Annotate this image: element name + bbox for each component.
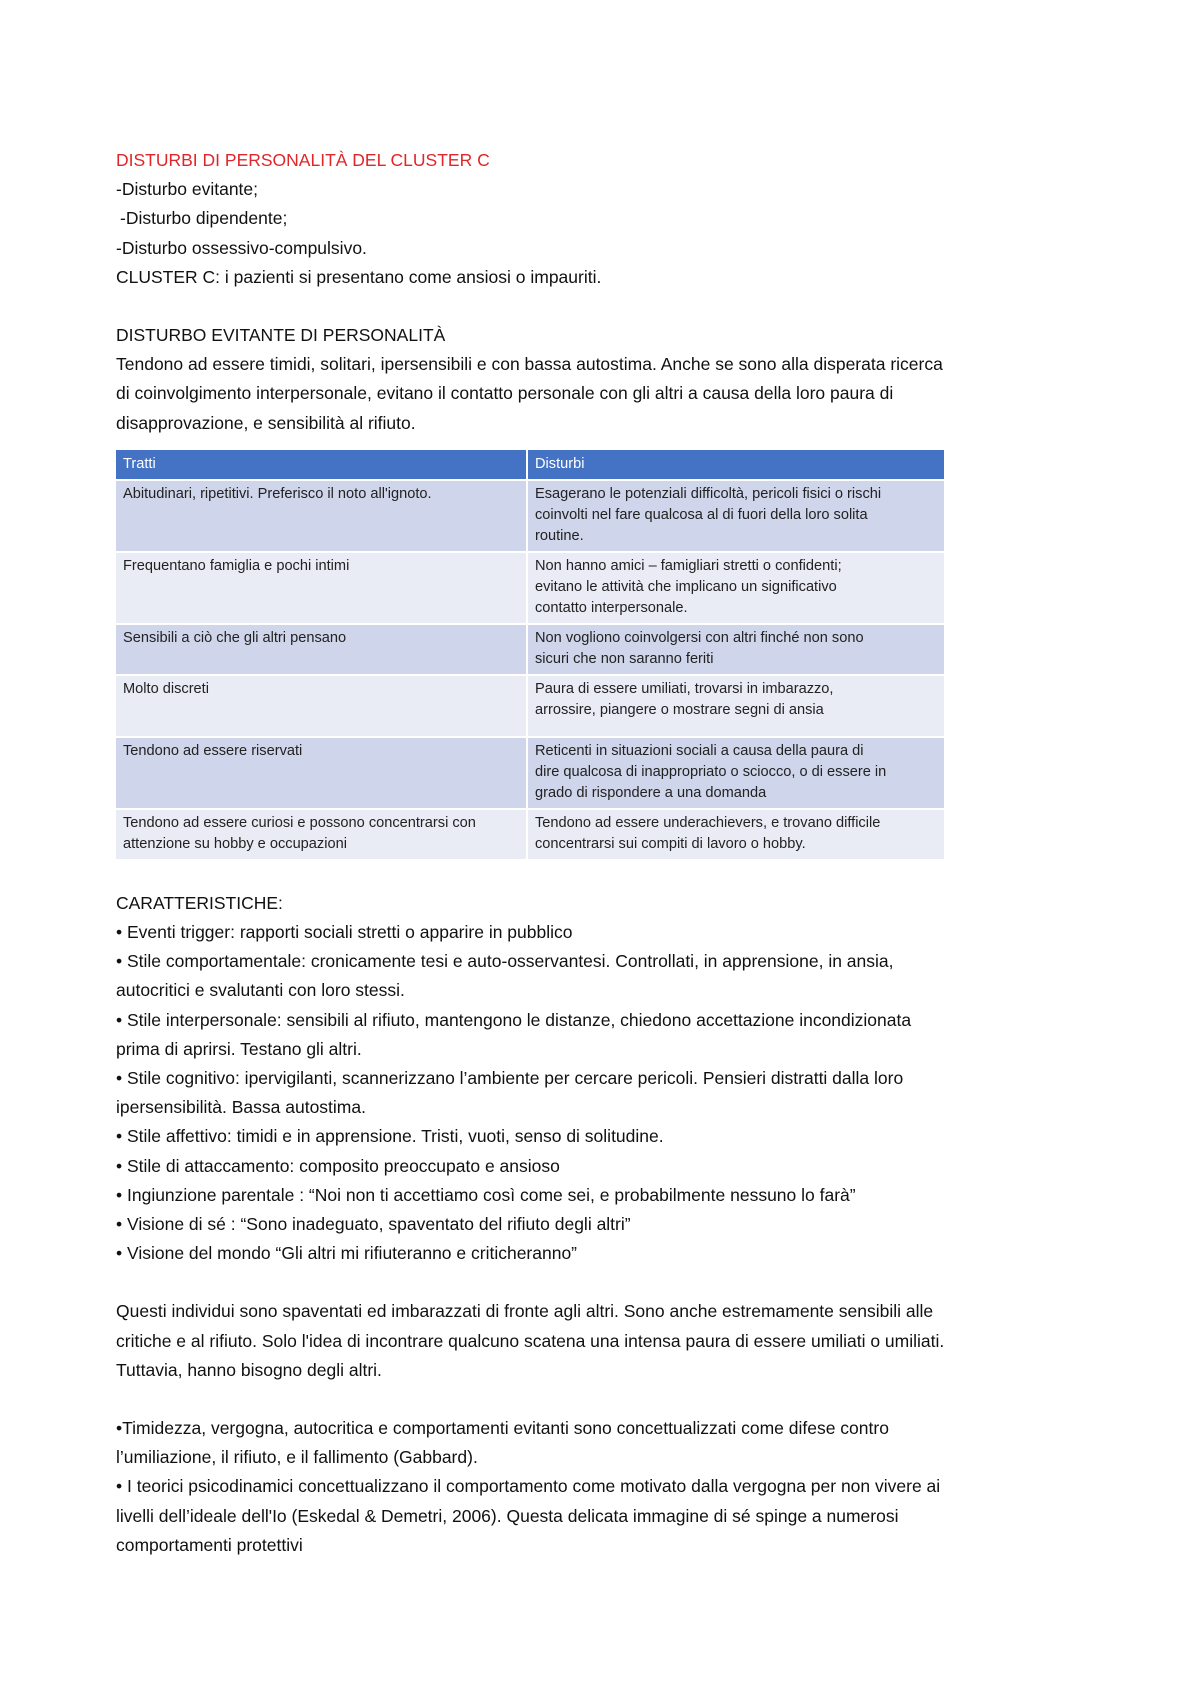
bullet-item: • Ingiunzione parentale : “Noi non ti accettiamo così come sei, e probabilmente nessuno lo farà”: [116, 1184, 856, 1205]
bullet-item: • Visione di sé : “Sono inadeguato, spaventato del rifiuto degli altri”: [116, 1214, 631, 1235]
intro-line: di coinvolgimento interpersonale, evitano il contatto personale con gli altri a causa della loro paura di: [116, 383, 894, 404]
disorder-cell: Non vogliono coinvolgersi con altri finché non sono sicuri che non saranno feriti: [527, 624, 945, 675]
disorder-cell: Esagerano le potenziali difficoltà, pericoli fisici o rischi coinvolti nel fare qualcosa al di fuori della loro solita routine.: [527, 480, 945, 552]
paragraph: •Timidezza, vergogna, autocritica e comportamenti evitanti sono concettualizzati come difese contro l’umiliazione, il rifiuto, e il fallimento (Gabbard). • I teorici psicodinamici concettualizzano il comportamento come motivato dalla vergogna per non vivere ai livelli dell’ideale dell'Io (Eskedal & Demetri, 2006). Questa delicata immagine di sé spinge a numerosi comportamenti protettivi: [116, 1418, 941, 1555]
intro-line: Tendono ad essere timidi, solitari, ipersensibili e con bassa autostima. Anche se sono alla disperata ricerca: [116, 354, 943, 375]
trait-cell: Tendono ad essere riservati: [116, 737, 527, 809]
column-header-tratti: Tratti: [116, 450, 527, 480]
disorder-cell: Tendono ad essere underachievers, e trovano difficile concentrarsi sui compiti di lavoro o hobby.: [527, 809, 945, 859]
bullet-item: • Stile interpersonale: sensibili al rifiuto, mantengono le distanze, chiedono accettazione incondizionata prima di aprirsi. Testano gli altri.: [116, 1009, 912, 1059]
document-body: [116, 146, 1096, 1560]
table-row: [116, 624, 945, 675]
list-item: -Disturbo ossessivo-compulsivo.: [116, 237, 367, 258]
trait-cell: Sensibili a ciò che gli altri pensano: [116, 624, 527, 675]
disorder-cell: Paura di essere umiliati, trovarsi in imbarazzo, arrossire, piangere o mostrare segni di ansia: [527, 675, 945, 737]
disorder-cell: Non hanno amici – famigliari stretti o confidenti; evitano le attività che implicano un significativo contatto interpersonale.: [527, 552, 945, 624]
list-item: -Disturbo evitante;: [116, 179, 259, 200]
column-header-disturbi: Disturbi: [527, 450, 945, 480]
bullet-item: • Stile comportamentale: cronicamente tesi e auto-osservantesi. Controllati, in apprensione, in ansia, autocritici e svalutanti con loro stessi.: [116, 951, 894, 1001]
table-header-row: [116, 450, 945, 480]
table-row: [116, 552, 945, 624]
bullet-item: • Stile affettivo: timidi e in apprensione. Tristi, vuoti, senso di solitudine.: [116, 1126, 664, 1147]
trait-cell: Frequentano famiglia e pochi intimi: [116, 552, 527, 624]
table-row: [116, 809, 945, 859]
section-heading: DISTURBO EVITANTE DI PERSONALITÀ: [116, 325, 446, 346]
bullet-item: • Visione del mondo “Gli altri mi rifiuteranno e criticheranno”: [116, 1243, 578, 1264]
document-title: DISTURBI DI PERSONALITÀ DEL CLUSTER C: [116, 150, 490, 170]
trait-cell: Abitudinari, ripetitivi. Preferisco il noto all'ignoto.: [116, 480, 527, 552]
paragraph: Questi individui sono spaventati ed imbarazzati di fronte agli altri. Sono anche estremamente sensibili alle critiche e al rifiuto. Solo l'idea di incontrare qualcuno scatena una intensa paura di essere umiliati o umiliati. Tuttavia, hanno bisogno degli altri.: [116, 1301, 945, 1380]
trait-cell: Molto discreti: [116, 675, 527, 737]
trait-cell: Tendono ad essere curiosi e possono concentrarsi con attenzione su hobby e occupazioni: [116, 809, 527, 859]
disorder-cell: Reticenti in situazioni sociali a causa della paura di dire qualcosa di inappropriato o sciocco, o di essere in grado di rispondere a una domanda: [527, 737, 945, 809]
table-row: [116, 675, 945, 737]
intro-line: disapprovazione, e sensibilità al rifiuto.: [116, 412, 416, 433]
table-row: [116, 737, 945, 809]
cluster-note: CLUSTER C: i pazienti si presentano come ansiosi o impauriti.: [116, 266, 602, 287]
bullet-item: • Eventi trigger: rapporti sociali stretti o apparire in pubblico: [116, 922, 573, 943]
traits-table: [116, 450, 946, 859]
list-item: -Disturbo dipendente;: [120, 208, 288, 229]
table-row: [116, 480, 945, 552]
bullet-item: • Stile cognitivo: ipervigilanti, scannerizzano l’ambiente per cercare pericoli. Pensieri distratti dalla loro ipersensibilità. Bassa autostima.: [116, 1068, 904, 1118]
bullet-item: • Stile di attaccamento: composito preoccupato e ansioso: [116, 1155, 560, 1176]
characteristics-heading: CARATTERISTICHE:: [116, 892, 283, 913]
